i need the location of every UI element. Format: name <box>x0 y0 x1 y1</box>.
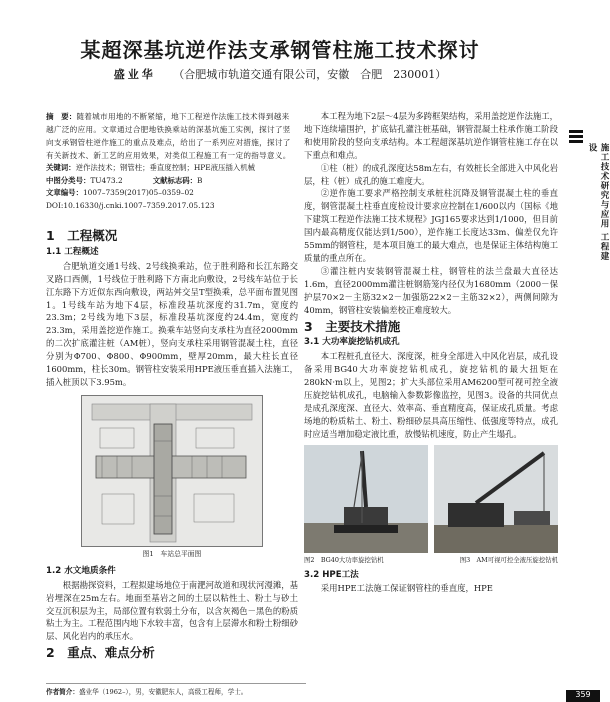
subsection-heading-3-1: 3.1 大功率旋挖钻机成孔 <box>304 337 400 348</box>
figures-captions <box>304 554 558 567</box>
figure-2-caption: 图2 BG40大功率旋挖钻机 <box>304 555 384 564</box>
side-label-main: 施工技术研究与应用 <box>599 143 609 229</box>
paragraph-difficulty-1: ①柱（桩）的成孔深度达58m左右，有效桩长全部进入中风化岩层，柱（桩）成孔的施工难度大。 <box>304 162 558 186</box>
keywords-line <box>46 162 296 175</box>
paragraph-rotary-drilling: 本工程桩孔直径大、深度深，桩身全部进入中风化岩层，成孔设备采用BG40大功率旋挖钻机成孔，旋挖钻机的最大扭矩在280kN·m以上，见图2；扩大头部位采用AM6200型可视可控全液压旋挖钻机成孔，电脑输入参数影像监控，见图3。设备的共同优点是成孔深度深、直径大、效率高、垂直精度高，保证成孔质量。考虑场地的粉质粘土、粉土、粉细砂层具高压缩性、低强度等特点，成孔时应适当增加稳定液比重，放慢钻机速度，防止产生塌孔。 <box>304 351 558 439</box>
doc-code: B <box>197 175 203 185</box>
clc-label: 中图分类号： <box>46 175 91 185</box>
author-affiliation: （合肥城市轨道交通有限公司，安徽 合肥 230001） <box>173 68 447 81</box>
side-bar-mark <box>569 130 583 133</box>
paragraph-hydrogeology: 根据勘探资料，工程拟建场地位于南淝河故道和现状河漫滩，基岩埋深在25m左右。地面至基岩之间的土层以粘性土、粉土与砂土交互沉积层为主，局部位置有软弱土分布，以含灰褐色－黑色的粉质粘土为主。工程范围内地下水较丰富，包含有上层滞水和粉土粉细砂层、风化岩内的承压水。 <box>46 579 298 642</box>
author-line <box>0 66 560 82</box>
doc-code-label: 文献标志码： <box>152 175 198 185</box>
abstract-block <box>46 110 296 212</box>
subsection-heading-1-2: 1.2 水文地质条件 <box>46 565 116 576</box>
right-column <box>304 110 558 595</box>
author-name: 盛业华 <box>113 68 156 81</box>
subsection-heading-3-2: 3.2 HPE工法 <box>304 569 359 580</box>
classification-line <box>46 175 296 188</box>
side-label-secondary: 工程建设 <box>587 143 609 261</box>
site-plan-drawing <box>82 396 262 546</box>
abstract-label: 摘 要： <box>46 112 77 121</box>
paragraph-difficulty-3: ③灌注桩内安装钢管混凝土柱，钢管柱的法兰盘最大直径达1.6m，直径2000mm灌注桩钢筋笼内径仅为1680mm（2000－保护层70×2－主筋32×2－加强筋22×2－主筋32×2），两侧间隙为40mm，钢管柱安装偏差校正难度较大。 <box>304 265 558 315</box>
paragraph-hpe: 采用HPE工法施工保证钢管柱的垂直度，HPE <box>320 583 493 594</box>
side-bar-mark <box>569 140 583 143</box>
doi-line[interactable]: DOI:10.16330/j.cnki.1007–7359.2017.05.123 <box>46 200 215 210</box>
figure-1-caption: 图1 车站总平面图 <box>142 549 202 558</box>
page-number: 359 <box>566 690 600 702</box>
figure-3-caption: 图3 AM可视可控全液压旋挖钻机 <box>459 555 558 564</box>
article-number-line <box>46 187 296 200</box>
journal-side-tab <box>565 128 609 263</box>
bio-text: 盛业华（1962–），男，安徽肥东人，高级工程师，学士。 <box>78 688 248 696</box>
side-bar-mark <box>569 135 583 138</box>
keywords-label: 关键词： <box>46 163 76 172</box>
left-column <box>46 226 298 663</box>
author-bio <box>46 683 306 696</box>
abstract-text: 随着城市用地的不断紧缩，地下工程逆作法施工技术得到越来越广泛的应用。文章通过合肥地铁换乘站的深基坑施工实例，探讨了竖向支承钢管柱逆作施工的重点及难点，给出了一系列应对措施，探讨了有关新技术、新工艺的应用效果，对类似工程施工有一定的指导意义。 <box>46 112 291 160</box>
clc-code: TU473.2 <box>90 175 123 185</box>
keywords: 逆作法技术；钢管柱；垂直度控制；HPE液压插入机械 <box>75 163 255 172</box>
article-no-label: 文章编号： <box>46 188 83 197</box>
subsection-heading-1-1: 1.1 工程概述 <box>46 246 99 257</box>
photo-bg40-rig <box>304 445 428 553</box>
paragraph-overview: 合肥轨道交通1号线、2号线换乘站，位于胜利路和长江东路交叉路口西侧，1号线位于胜利路下方南北向敷设，2号线车站位于长江东路下方近似东西向敷设，两站舛交呈T型换乘，总平面布置见图1。1号线车站为地下4层，标准段基坑深度约31.7m，宽度约23.3m；2号线为地下3层，标准段基坑深度约24.4m，宽度约23.3m，采用盖挖逆作施工。换乘车站竖向支承柱为直径2000mm的二次扩底灌注桩（AM桩），竖向支承柱采用钢管混凝土柱，直径分别为Φ700、Φ800、Φ900mm，壁厚20mm，最大柱长直径1600mm，柱长30m。钢管柱安装采用HPE液压垂直插入法施工，插入桩顶以下3.95m。 <box>46 260 298 387</box>
side-section-label <box>586 143 610 263</box>
figure-site-plan <box>81 395 263 547</box>
paper-title: 某超深基坑逆作法支承钢管柱施工技术探讨 <box>80 38 480 62</box>
section-heading-3: 3 主要技术措施 <box>304 318 401 334</box>
paragraph-structure: 本工程为地下2层～4层为多跨框架结构，采用盖挖逆作法施工，地下连续墙围护，扩底钻孔灌注桩基础，钢管混凝土柱承作施工阶段和使用阶段的竖向支承结构。本工程超深基坑逆作钢管柱施工存在以下重点和难点。 <box>304 111 558 160</box>
bio-label: 作者简介： <box>46 688 79 696</box>
article-no: 1007–7359(2017)05–0359–02 <box>82 188 194 197</box>
paragraph-difficulty-2: ②逆作施工要求严格控制支承桩柱沉降及钢管混凝土柱的垂直度，钢管混凝土柱垂直度检设计要求应控制在1/600以内（国标《地下建筑工程逆作法施工技术规程》JGJ165要求达到1/1000，但目前国内最高精度仅能达到1/500），逆作施工长度达33m、偏差仅允许55mm的钢管柱，是本项目施工的最大难点，也是保证主体结构施工质量的重点所在。 <box>304 188 558 263</box>
figures-row <box>304 445 558 553</box>
section-heading-1: 1 工程概况 <box>46 228 118 243</box>
section-heading-2: 2 重点、难点分析 <box>46 645 155 661</box>
photo-am-rig <box>434 445 558 553</box>
